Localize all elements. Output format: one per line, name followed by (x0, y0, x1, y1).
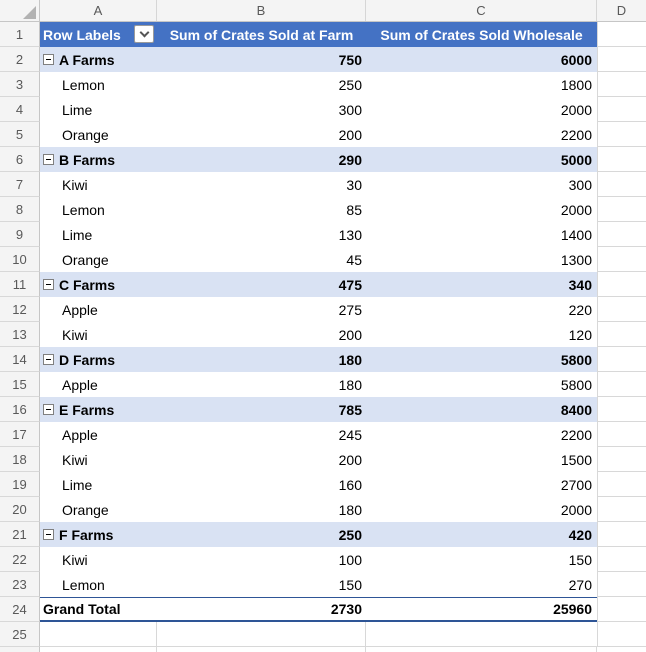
sheet-row-11 (0, 272, 646, 297)
row-label-text: F Farms (59, 526, 114, 543)
farm-value-cell[interactable]: 180 (338, 351, 362, 368)
farm-value-cell[interactable]: 250 (338, 526, 362, 543)
wholesale-value-cell[interactable]: 2000 (560, 201, 592, 218)
outside-cell-d[interactable] (597, 447, 646, 472)
chevron-down-icon (139, 27, 149, 37)
sheet-row-19 (0, 472, 646, 497)
wholesale-value-cell[interactable]: 150 (568, 551, 592, 568)
farm-value-cell[interactable]: 30 (346, 176, 362, 193)
item-row-cells (40, 497, 597, 522)
item-label-cell[interactable] (40, 72, 157, 97)
outside-cell-d[interactable] (597, 372, 646, 397)
row-number-3[interactable]: 3 (0, 72, 40, 97)
outside-cell-d[interactable] (597, 422, 646, 447)
row-number-8[interactable]: 8 (0, 197, 40, 222)
row-number-2[interactable]: 2 (0, 47, 40, 72)
item-row-cells (40, 72, 597, 97)
sheet-row-23 (0, 572, 646, 597)
wholesale-value-cell[interactable]: 120 (568, 326, 592, 343)
item-row-cells (40, 122, 597, 147)
farm-value-cell[interactable]: 150 (338, 576, 362, 593)
collapse-toggle-button[interactable] (43, 404, 54, 415)
group-row-cells (40, 147, 597, 172)
item-row-cells (40, 197, 597, 222)
sheet-row-24 (0, 597, 646, 622)
farm-value-cell[interactable]: 275 (338, 301, 362, 318)
row-number-20[interactable]: 20 (0, 497, 40, 522)
empty-cell[interactable] (157, 622, 366, 647)
item-row-cells (40, 297, 597, 322)
minus-icon (46, 59, 51, 60)
item-label-cell[interactable] (40, 247, 157, 272)
pivot-header-row (40, 22, 597, 47)
minus-icon (46, 359, 51, 360)
group-label-cell[interactable] (40, 47, 157, 72)
column-header-c[interactable]: C (366, 0, 597, 21)
farm-value-cell[interactable]: 250 (338, 76, 362, 93)
group-row-cells (40, 522, 597, 547)
row-label-text: Apple (62, 376, 98, 393)
sheet-row-18 (0, 447, 646, 472)
item-row-cells (40, 247, 597, 272)
item-row-cells (40, 472, 597, 497)
outside-cell-d[interactable] (597, 72, 646, 97)
item-row-cells (40, 222, 597, 247)
group-label-cell[interactable] (40, 147, 157, 172)
sheet-row-10 (0, 247, 646, 272)
row-label-text: Kiwi (62, 551, 88, 568)
item-label-cell[interactable] (40, 122, 157, 147)
row-number-10[interactable]: 10 (0, 247, 40, 272)
farm-value-cell[interactable]: 2730 (330, 601, 362, 617)
item-label-cell[interactable] (40, 197, 157, 222)
row-number-17[interactable]: 17 (0, 422, 40, 447)
farm-value-cell[interactable]: 475 (338, 276, 362, 293)
gridline-segment (157, 647, 366, 652)
empty-row-cells (40, 622, 597, 647)
row-number-11[interactable]: 11 (0, 272, 40, 297)
wholesale-value-cell[interactable]: 8400 (560, 401, 592, 418)
group-row-cells (40, 347, 597, 372)
row-label-text: E Farms (59, 401, 115, 418)
wholesale-value-cell[interactable]: 270 (568, 576, 592, 593)
row-number-7[interactable]: 7 (0, 172, 40, 197)
item-row-cells (40, 97, 597, 122)
column-header-strip (0, 0, 646, 22)
row-label-text: Lime (62, 101, 93, 118)
row-number-14[interactable]: 14 (0, 347, 40, 372)
outside-cell-d[interactable] (597, 347, 646, 372)
collapse-toggle-button[interactable] (43, 154, 54, 165)
farm-value-cell[interactable]: 245 (338, 426, 362, 443)
group-row-cells (40, 47, 597, 72)
farm-value-cell[interactable]: 785 (338, 401, 362, 418)
sheet-row-4 (0, 97, 646, 122)
wholesale-value-cell[interactable]: 420 (568, 526, 592, 543)
farm-value-cell[interactable]: 100 (338, 551, 362, 568)
wholesale-value-cell[interactable]: 2700 (560, 476, 592, 493)
outside-cell-d[interactable] (597, 222, 646, 247)
column-header-d[interactable]: D (616, 3, 627, 18)
item-row-cells (40, 372, 597, 397)
group-row-cells (40, 272, 597, 297)
select-all-corner[interactable] (0, 0, 40, 21)
outside-cell-d[interactable] (597, 547, 646, 572)
group-label-cell[interactable] (40, 272, 157, 297)
wholesale-value-cell[interactable]: 5000 (560, 151, 592, 168)
item-row-cells (40, 547, 597, 572)
minus-icon (46, 409, 51, 410)
row-label-text: A Farms (59, 51, 115, 68)
gridline-segment (366, 647, 597, 652)
farm-value-cell[interactable]: 130 (338, 226, 362, 243)
row-number-19[interactable]: 19 (0, 472, 40, 497)
sheet-row-6 (0, 147, 646, 172)
row-label-text: Orange (62, 251, 109, 268)
wholesale-value-cell[interactable]: 1500 (560, 451, 592, 468)
row-number-15[interactable]: 15 (0, 372, 40, 397)
row-number-22[interactable]: 22 (0, 547, 40, 572)
partial-row-number (0, 647, 40, 652)
pivot-header-row-labels-cell[interactable]: Row Labels (40, 22, 157, 47)
collapse-toggle-button[interactable] (43, 354, 54, 365)
wholesale-value-cell[interactable]: 6000 (560, 51, 592, 68)
pivot-header-farm-cell[interactable]: Sum of Crates Sold at Farm (169, 26, 354, 43)
item-row-cells (40, 322, 597, 347)
sheet-row-25 (0, 622, 646, 647)
outside-cell-d[interactable] (597, 147, 646, 172)
wholesale-value-cell[interactable]: 25960 (553, 601, 592, 617)
item-row-cells (40, 422, 597, 447)
grand-row-cells (40, 597, 597, 622)
item-label-cell[interactable] (40, 322, 157, 347)
wholesale-value-cell[interactable]: 1300 (560, 251, 592, 268)
outside-cell-d[interactable] (597, 272, 646, 297)
sheet-row-12 (0, 297, 646, 322)
item-label-cell[interactable] (40, 472, 157, 497)
wholesale-value-cell[interactable]: 2200 (560, 126, 592, 143)
wholesale-value-cell[interactable]: 5800 (560, 376, 592, 393)
wholesale-value-cell[interactable]: 2000 (560, 101, 592, 118)
wholesale-value-cell[interactable]: 300 (568, 176, 592, 193)
outside-cell-d[interactable] (597, 522, 646, 547)
row-number-1[interactable]: 1 (0, 22, 40, 47)
sheet-row-22 (0, 547, 646, 572)
group-label-cell[interactable] (40, 347, 157, 372)
outside-cell-d[interactable] (597, 472, 646, 497)
wholesale-value-cell[interactable]: 1800 (560, 76, 592, 93)
row-label-text: Grand Total (43, 601, 121, 617)
empty-cell[interactable] (40, 622, 157, 647)
row-number-4[interactable]: 4 (0, 97, 40, 122)
sheet-row-3 (0, 72, 646, 97)
outside-cell-d[interactable] (597, 397, 646, 422)
row-number-12[interactable]: 12 (0, 297, 40, 322)
collapse-toggle-button[interactable] (43, 279, 54, 290)
row-number-5[interactable]: 5 (0, 122, 40, 147)
item-label-cell[interactable] (40, 222, 157, 247)
collapse-toggle-button[interactable] (43, 529, 54, 540)
row-label-text: C Farms (59, 276, 116, 293)
grand-total-label-cell[interactable] (40, 598, 157, 620)
farm-value-cell[interactable]: 200 (338, 451, 362, 468)
item-label-cell[interactable] (40, 297, 157, 322)
farm-value-cell[interactable]: 200 (338, 326, 362, 343)
sheet-row-7 (0, 172, 646, 197)
item-row-cells (40, 172, 597, 197)
outside-cell-d[interactable] (597, 622, 646, 647)
group-label-cell[interactable] (40, 397, 157, 422)
sheet-row-5 (0, 122, 646, 147)
row-label-text: Lime (62, 226, 93, 243)
row-label-text: Kiwi (62, 451, 88, 468)
farm-value-cell[interactable]: 180 (338, 376, 362, 393)
item-label-cell[interactable] (40, 97, 157, 122)
column-header-b[interactable]: B (157, 0, 366, 21)
sheet-row-1 (0, 22, 646, 47)
sheet-row-20 (0, 497, 646, 522)
minus-icon (46, 534, 51, 535)
sheet-row-13 (0, 322, 646, 347)
item-row-cells (40, 447, 597, 472)
outside-cell-d[interactable] (597, 497, 646, 522)
row-label-text: Apple (62, 426, 98, 443)
group-row-cells (40, 397, 597, 422)
outside-cell-d[interactable] (597, 572, 646, 597)
item-label-cell[interactable] (40, 547, 157, 572)
sheet-row-9 (0, 222, 646, 247)
item-label-cell[interactable] (40, 572, 157, 597)
sheet-row-15 (0, 372, 646, 397)
wholesale-value-cell[interactable]: 2000 (560, 501, 592, 518)
row-label-text: Kiwi (62, 326, 88, 343)
wholesale-value-cell[interactable]: 220 (568, 301, 592, 318)
row-label-text: D Farms (59, 351, 116, 368)
row-number-13[interactable]: 13 (0, 322, 40, 347)
sheet-row-2 (0, 47, 646, 72)
row-label-text: Lemon (62, 76, 105, 93)
row-label-text: Lemon (62, 201, 105, 218)
minus-icon (46, 159, 51, 160)
farm-value-cell[interactable]: 300 (338, 101, 362, 118)
row-number-21[interactable]: 21 (0, 522, 40, 547)
outside-cell-d[interactable] (597, 172, 646, 197)
item-label-cell[interactable] (40, 422, 157, 447)
outside-cell-d[interactable] (597, 47, 646, 72)
farm-value-cell[interactable]: 180 (338, 501, 362, 518)
item-label-cell[interactable] (40, 447, 157, 472)
sheet-row-8 (0, 197, 646, 222)
row-number-16[interactable]: 16 (0, 397, 40, 422)
row-label-text: Apple (62, 301, 98, 318)
row-label-text: Orange (62, 501, 109, 518)
item-label-cell[interactable] (40, 172, 157, 197)
wholesale-value-cell[interactable]: 340 (568, 276, 592, 293)
outside-cell-d[interactable] (597, 297, 646, 322)
sheet-row-16 (0, 397, 646, 422)
wholesale-value-cell[interactable]: 2200 (560, 426, 592, 443)
group-label-cell[interactable] (40, 522, 157, 547)
row-labels-filter-dropdown-button[interactable] (134, 25, 154, 43)
farm-value-cell[interactable]: 750 (338, 51, 362, 68)
row-number-25[interactable]: 25 (0, 622, 40, 647)
pivot-header-wholesale-cell[interactable]: Sum of Crates Sold Wholesale (380, 26, 583, 43)
outside-cell-d[interactable] (597, 597, 646, 622)
row-number-23[interactable]: 23 (0, 572, 40, 597)
collapse-toggle-button[interactable] (43, 54, 54, 65)
row-label-text: Lemon (62, 576, 105, 593)
column-header-a[interactable]: A (40, 0, 157, 21)
item-label-cell[interactable] (40, 497, 157, 522)
farm-value-cell[interactable]: 85 (346, 201, 362, 218)
row-label-text: Kiwi (62, 176, 88, 193)
outside-cell-d[interactable] (597, 322, 646, 347)
minus-icon (46, 284, 51, 285)
farm-value-cell[interactable]: 45 (346, 251, 362, 268)
outside-cell-d[interactable] (597, 197, 646, 222)
outside-cell-d[interactable] (597, 122, 646, 147)
outside-cell-d[interactable] (597, 97, 646, 122)
item-row-cells (40, 572, 597, 597)
select-all-triangle-icon (23, 6, 36, 19)
farm-value-cell[interactable]: 200 (338, 126, 362, 143)
partial-row (0, 647, 646, 652)
outside-cell-d[interactable] (597, 22, 646, 47)
wholesale-value-cell[interactable]: 1400 (560, 226, 592, 243)
row-number-24[interactable]: 24 (0, 597, 40, 622)
wholesale-value-cell[interactable]: 5800 (560, 351, 592, 368)
farm-value-cell[interactable]: 160 (338, 476, 362, 493)
sheet-row-21 (0, 522, 646, 547)
row-number-6[interactable]: 6 (0, 147, 40, 172)
empty-cell[interactable] (366, 622, 597, 647)
row-label-text: Orange (62, 126, 109, 143)
farm-value-cell[interactable]: 290 (338, 151, 362, 168)
row-label-text: B Farms (59, 151, 116, 168)
gridline-segment (40, 647, 157, 652)
row-label-text: Lime (62, 476, 93, 493)
sheet-row-17 (0, 422, 646, 447)
sheet-row-14 (0, 347, 646, 372)
outside-cell-d[interactable] (597, 247, 646, 272)
item-label-cell[interactable] (40, 372, 157, 397)
grid-rows (0, 22, 646, 652)
row-number-9[interactable]: 9 (0, 222, 40, 247)
row-number-18[interactable]: 18 (0, 447, 40, 472)
